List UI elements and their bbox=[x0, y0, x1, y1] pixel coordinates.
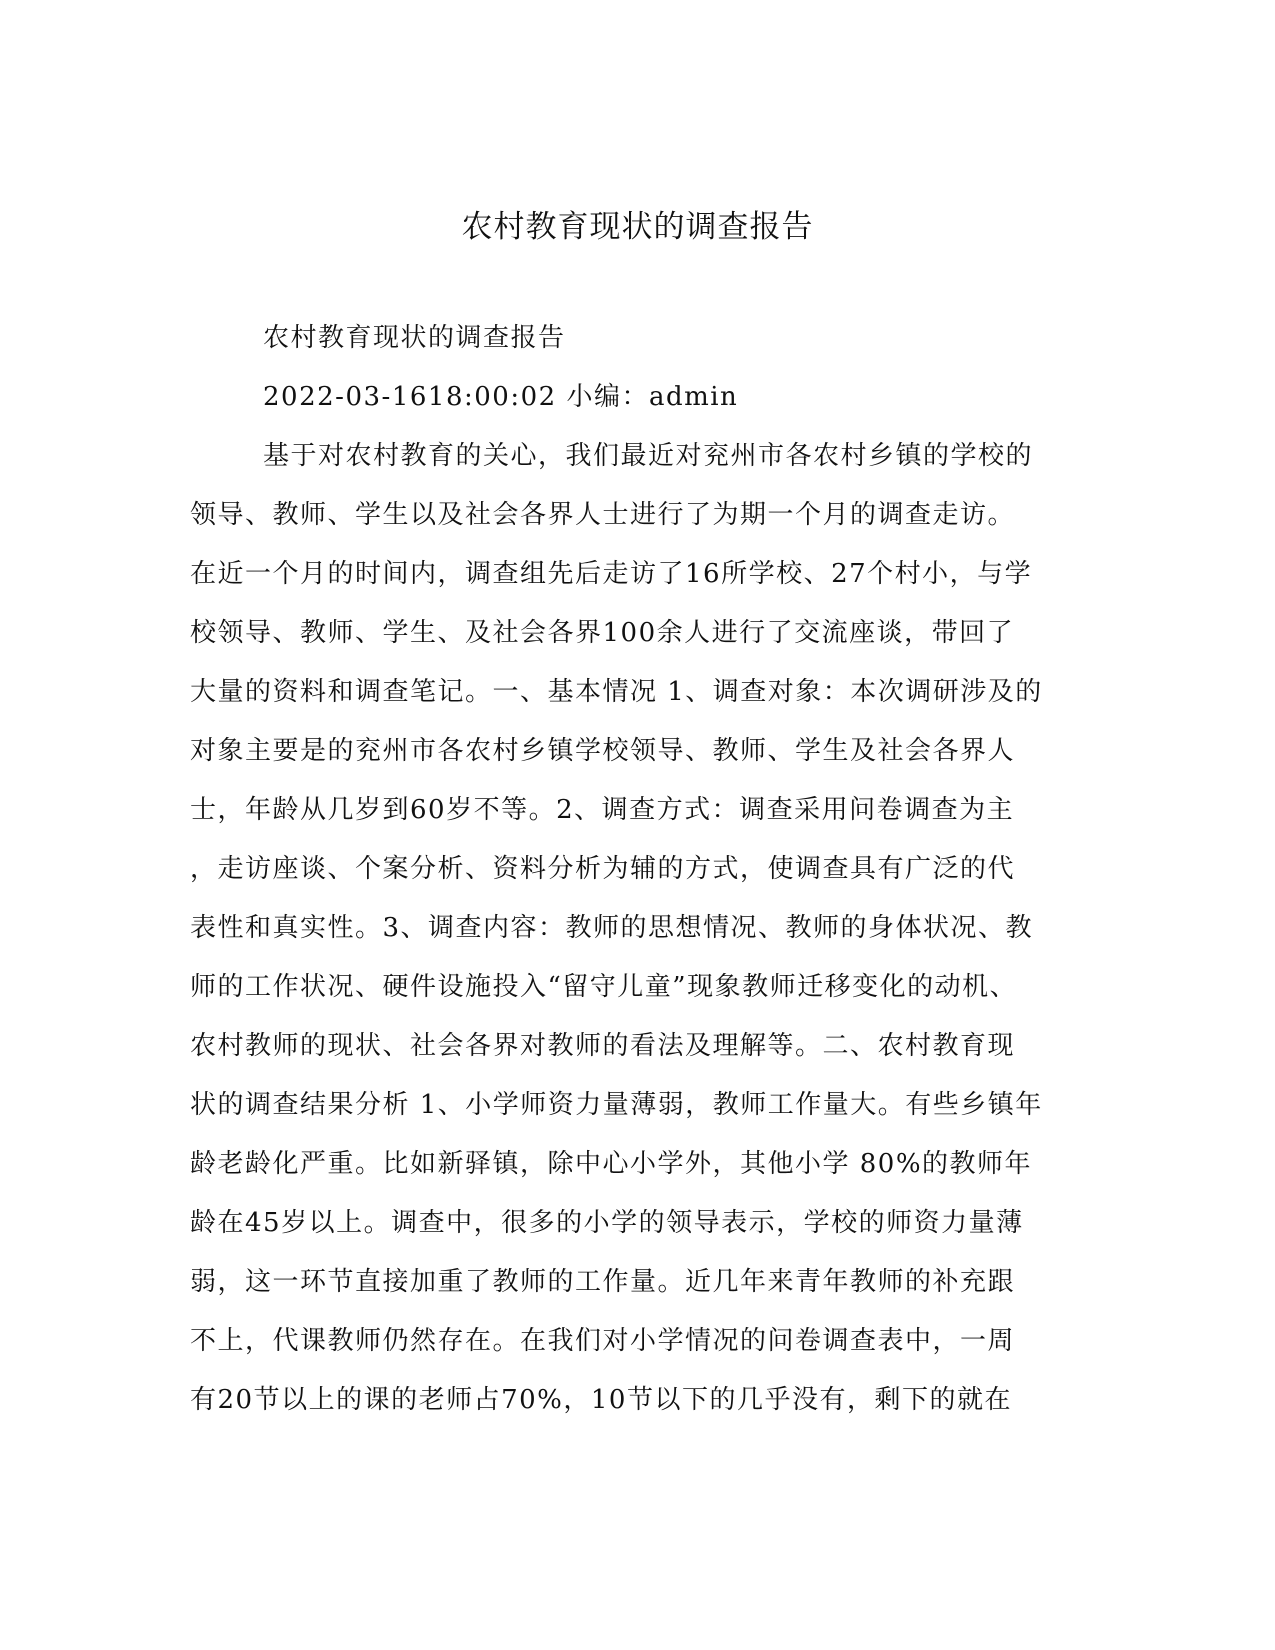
body-line-8: ，走访座谈、个案分析、资料分析为辅的方式，使调查具有广泛的代 bbox=[190, 854, 1016, 884]
body-line-3: 在近一个月的时间内，调查组先后走访了16所学校、27个村小，与学 bbox=[190, 559, 1033, 589]
document-subtitle: 农村教育现状的调查报告 bbox=[263, 323, 566, 353]
body-line-12: 状的调查结果分析 1、小学师资力量薄弱，教师工作量大。有些乡镇年 bbox=[190, 1090, 1043, 1120]
body-line-16: 不上，代课教师仍然存在。在我们对小学情况的问卷调查表中，一周 bbox=[190, 1326, 1016, 1356]
body-line-7: 士，年龄从几岁到60岁不等。2、调查方式：调查采用问卷调查为主 bbox=[190, 795, 1015, 825]
body-line-11: 农村教师的现状、社会各界对教师的看法及理解等。二、农村教育现 bbox=[190, 1031, 1016, 1061]
body-line-10: 师的工作状况、硬件设施投入“留守儿童”现象教师迁移变化的动机、 bbox=[190, 972, 1018, 1002]
body-line-5: 大量的资料和调查笔记。一、基本情况 1、调查对象：本次调研涉及的 bbox=[190, 677, 1043, 707]
body-line-14: 龄在45岁以上。调查中，很多的小学的领导表示，学校的师资力量薄 bbox=[190, 1208, 1024, 1238]
body-line-15: 弱，这一环节直接加重了教师的工作量。近几年来青年教师的补充跟 bbox=[190, 1267, 1016, 1297]
document-title: 农村教育现状的调查报告 bbox=[461, 209, 814, 245]
body-line-17: 有20节以上的课的老师占70%，10节以下的几乎没有，剩下的就在 bbox=[190, 1385, 1012, 1415]
document-meta-line: 2022-03-1618:00:02 小编：admin bbox=[263, 382, 739, 412]
body-line-13: 龄老龄化严重。比如新驿镇，除中心小学外，其他小学 80%的教师年 bbox=[190, 1149, 1033, 1179]
body-line-1: 基于对农村教育的关心，我们最近对兖州市各农村乡镇的学校的 bbox=[263, 441, 1034, 471]
body-line-4: 校领导、教师、学生、及社会各界100余人进行了交流座谈，带回了 bbox=[190, 618, 1015, 648]
body-line-2: 领导、教师、学生以及社会各界人士进行了为期一个月的调查走访。 bbox=[190, 500, 1016, 530]
body-line-9: 表性和真实性。3、调查内容：教师的思想情况、教师的身体状况、教 bbox=[190, 913, 1034, 943]
body-line-6: 对象主要是的兖州市各农村乡镇学校领导、教师、学生及社会各界人 bbox=[190, 736, 1016, 766]
